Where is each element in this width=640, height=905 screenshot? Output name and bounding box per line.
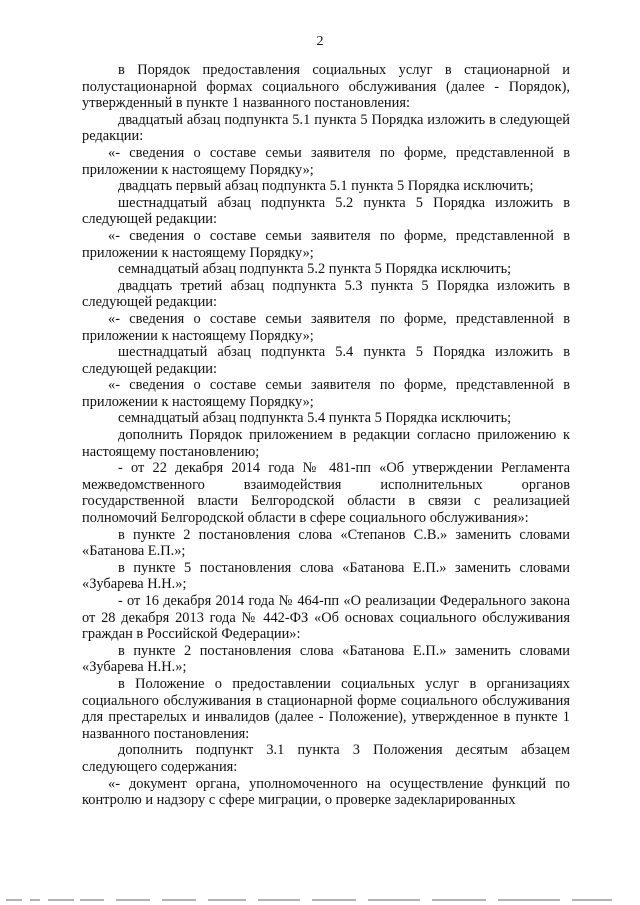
paragraph: в пункте 5 постановления слова «Батанова Е.П.» заменить словами «Зубарева Н.Н.»; — [82, 559, 570, 593]
paragraph: в Положение о предоставлении социальных услуг в организациях социального обслуживания в стационарной форме социального обслуживания для престарелых и инвалидов (далее - Положение), утвержденное в пункте 1 названного постановления: — [82, 675, 570, 742]
quoted-paragraph: «- сведения о составе семьи заявителя по форме, представленной в приложении к настоящему Порядку»; — [82, 144, 570, 178]
paragraph: семнадцатый абзац подпункта 5.4 пункта 5 Порядка исключить; — [118, 410, 512, 427]
paragraph: в Порядок предоставления социальных услуг в стационарной и полустационарной формах социального обслуживания (далее - Порядок), утвержденный в пункте 1 названного постановления: — [82, 62, 570, 112]
paragraph: в пункте 2 постановления слова «Степанов С.В.» заменить словами «Батанова Е.П.»; — [82, 526, 570, 560]
document-body — [82, 62, 570, 809]
paragraph: - от 22 декабря 2014 года № 481-пп «Об утверждении Регламента межведомственного взаимодействия исполнительных органов государственной власти Белгородской области в связи с реализацией полномочий Белгородской области в сфере социального обслуживания»: — [82, 460, 570, 527]
paragraph: двадцать первый абзац подпункта 5.1 пункта 5 Порядка исключить; — [118, 178, 534, 195]
quoted-paragraph: «- документ органа, уполномоченного на осуществление функций по контролю и надзору с сфере миграции, о проверке задекларированных — [82, 775, 570, 809]
paragraph: шестнадцатый абзац подпункта 5.2 пункта 5 Порядка изложить в следующей редакции: — [82, 194, 570, 228]
paragraph: шестнадцатый абзац подпункта 5.4 пункта 5 Порядка изложить в следующей редакции: — [82, 344, 570, 377]
quoted-paragraph: «- сведения о составе семьи заявителя по форме, представленной в приложении к настоящему Порядку»; — [82, 310, 570, 344]
paragraph: семнадцатый абзац подпункта 5.2 пункта 5 Порядка исключить; — [118, 261, 512, 278]
paragraph: дополнить Порядок приложением в редакции согласно приложению к настоящему постановлению; — [82, 427, 570, 460]
paragraph: двадцатый абзац подпункта 5.1 пункта 5 Порядка изложить в следующей редакции: — [82, 111, 570, 145]
paragraph: дополнить подпункт 3.1 пункта 3 Положения десятым абзацем следующего содержания: — [82, 742, 570, 775]
quoted-paragraph: «- сведения о составе семьи заявителя по форме, представленной в приложении к настоящему Порядку»; — [82, 227, 570, 261]
paragraph: в пункте 2 постановления слова «Батанова Е.П.» заменить словами «Зубарева Н.Н.»; — [82, 642, 570, 676]
scan-edge-marks — [0, 891, 640, 905]
quoted-paragraph: «- сведения о составе семьи заявителя по форме, представленной в приложении к настоящему Порядку»; — [82, 377, 570, 410]
paragraph: - от 16 декабря 2014 года № 464-пп «О реализации Федерального закона от 28 декабря 2013 года № 442-ФЗ «Об основах социального обслуживания граждан в Российской Федерации»: — [82, 593, 570, 643]
page-number: 2 — [316, 34, 324, 49]
paragraph: двадцать третий абзац подпункта 5.3 пункта 5 Порядка изложить в следующей редакции: — [82, 277, 570, 311]
